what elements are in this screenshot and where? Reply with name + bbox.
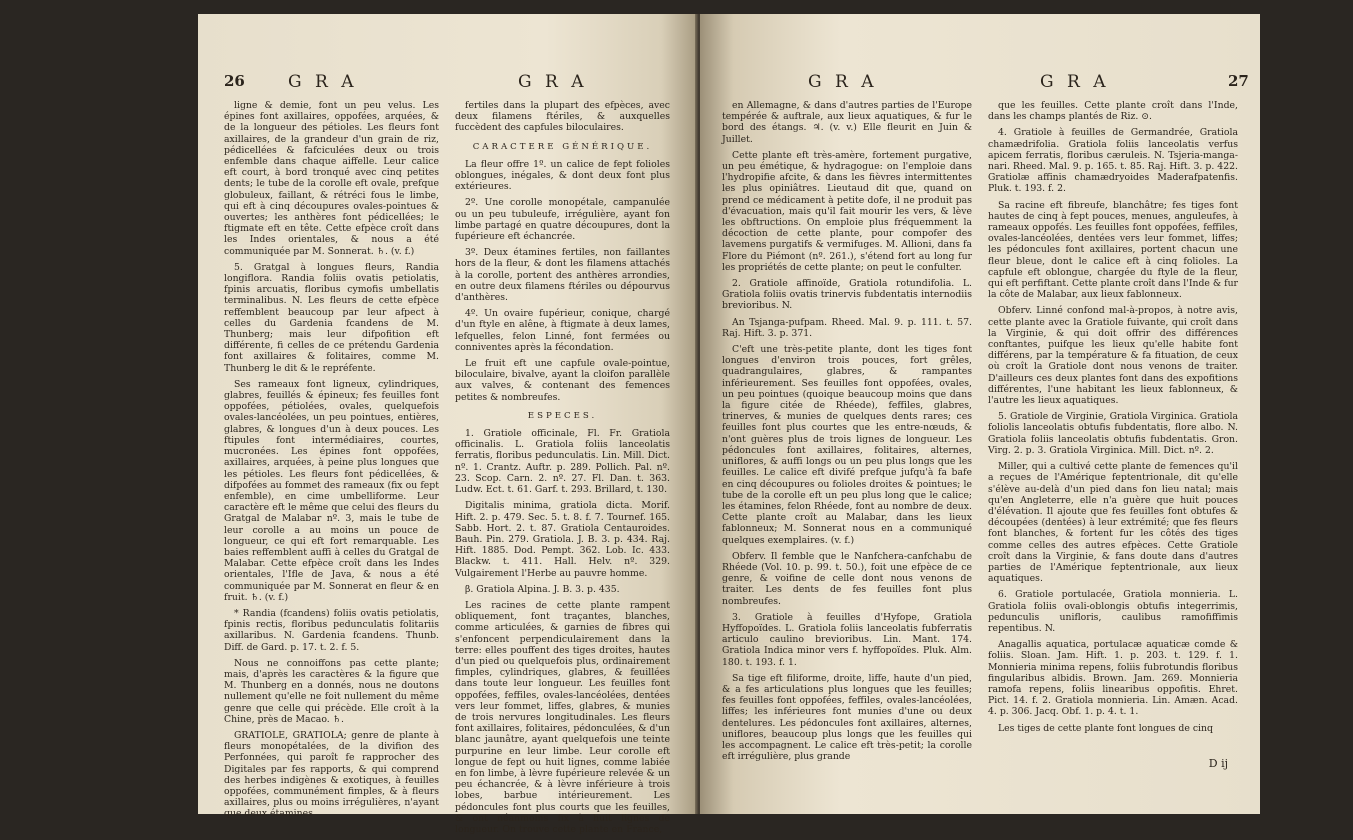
paragraph: Anagallis aquatica, portulacæ aquaticæ comde & foliis. Sloan. Jam. Hift. 1. p. 203. t. 129. f. 1. Monnieria minima repens, foliis fubrotundis floribus fingularibus albidis. Brown. Jam. 269. Monnieria ramofa repens, foliis linearibus oppofitis. Ehret. Pict. 14. f. 2. Gratiola monnieria. Lin. Amæn. Acad. 4. p. 306. Jacq. Obf. 1. p. 4. t. 1. <box>988 639 1238 718</box>
left-header-word-right: G R A <box>518 72 588 92</box>
paragraph: 6. Gratiole portulacée, Gratiola monnieria. L. Gratiola foliis ovali-oblongis obtufis integerrimis, pedunculis unifloris, caulibus ramofiffimis repentibus. N. <box>988 589 1238 634</box>
paragraph: Les racines de cette plante rampent obliquement, font traçantes, blanches, comme articulées, & garnies de fibres qui s'enfoncent perpendiculairement dans la terre: elles pouffent des tiges droites, hautes d'un pied ou quelquefois plus, ordinairement fimples, cylindriques, glabres, & feuillées dans toute leur longueur. Les feuilles font oppofées, feffiles, ovales-lancéolées, dentées vers leur fommet, liffes, glabres, & munies de trois nervures longitudinales. Les fleurs font axillaires, folitaires, pédonculées, & d'un blanc jaunâtre, ayant quelquefois une teinte purpurine en leur limbe. Leur corolle eft longue de fept ou huit lignes, comme labiée en fon limbe, à lèvre fupérieure relevée & un peu échancrée, & à lèvre inférieure à trois lobes, barbue intérieurement. Les pédoncules font plus courts que les feuilles, & ont néanmoins fix à huit lignes de longueur. On trouve cette plante en France, <box>455 599 670 835</box>
right-header-word: G R A <box>808 72 878 92</box>
paragraph: Les tiges de cette plante font longues de cinq <box>998 722 1213 734</box>
paragraph: An Tsjanga-pufpam. Rheed. Mal. 9. p. 111. t. 57. Raj. Hift. 3. p. 371. <box>722 316 972 339</box>
paragraph: C'eft une très-petite plante, dont les tiges font longues d'environ trois pouces, fort grêles, quadrangulaires, glabres, & rampantes inférieurement. Ses feuilles font oppofées, ovales, un peu pointues (quoique beaucoup moins que dans la figure citée de Rhéede), feffiles, glabres, trinerves, & munies de quelques dents rares; ces feuilles font plus courtes que les entre-nœuds, & n'ont guères plus de trois lignes de longueur. Les pédoncules font axillaires, folitaires, alternes, uniflores, & auffi longs ou un peu plus longs que les feuilles. Le calice eft divifé prefque jufqu'à fa bafe en cinq découpures ou folioles droites & pointues; le tube de la corolle eft un peu plus long que le calice; les étamines, felon Rhéede, font au nombre de deux. Cette plante croît au Malabar, dans les lieux fablonneux; M. Sonnerat nous en a communiqué quelques exemplaires. (v. f.) <box>722 344 972 546</box>
paragraph: 4º. Un ovaire fupérieur, conique, chargé d'un ftyle en alêne, à ftigmate à deux lames, lefquelles, felon Linné, font fermées ou conniventes après la fécondation. <box>455 308 670 353</box>
paragraph: que les feuilles. Cette plante croît dans l'Inde, dans les champs plantés de Riz. ⊙. <box>988 100 1238 123</box>
paragraph: Sa racine eft fibreufe, blanchâtre; fes tiges font hautes de cinq à fept pouces, menues, anguleufes, à rameaux oppofés. Les feuilles font oppofées, feffiles, ovales-lancéolées, dentées vers leur fommet, liffes; les pédoncules font axillaires, portent chacun une fleur bleue, dont le calice eft à cinq folioles. La capfule eft oblongue, chargée du ftyle de la fleur, qui eft perfiftant. Cette plante croît dans l'Inde & fur la côte de Malabar, aux lieux fablonneux. <box>988 199 1238 301</box>
paragraph: GRATIOLE, GRATIOLA; genre de plante à fleurs monopétalées, de la divifion des Perfonnées, qui paroît fe rapprocher des Digitales par fes rapports, & qui comprend des herbes indigènes & exotiques, à feuilles oppofées, communément fimples, & à fleurs axillaires, plus ou moins irrégulières, n'ayant que deux étamines <box>224 729 439 820</box>
paragraph: β. Gratiola Alpina. J. B. 3. p. 435. <box>465 583 620 595</box>
right-columns <box>722 100 1238 767</box>
paragraph: en Allemagne, & dans d'autres parties de l'Europe tempérée & auftrale, aux lieux aquatiques, & fur le bord des étangs. ♃. (v. v.) Elle fleurit en Juin & Juillet. <box>722 100 972 145</box>
paragraph: 3. Gratiole à feuilles d'Hyfope, Gratiola Hyffopoïdes. L. Gratiola foliis lanceolatis fubferratis articulo caulino brevioribus. Lin. Mant. 174. Gratiola Indica minor vers f. hyffopoïdes. Pluk. Alm. 180. t. 193. f. 1. <box>722 611 972 668</box>
paragraph: * Randia (fcandens) foliis ovatis petiolatis, fpinis rectis, floribus pedunculatis folitariis axillaribus. N. Gardenia fcandens. Thunb. Diff. de Gard. p. 17. t. 2. f. 5. <box>224 607 439 653</box>
paragraph: 5. Gratiole de Virginie, Gratiola Virginica. Gratiola foliolis lanceolatis obtufis fubdentatis, flore albo. N. Gratiola foliis lanceolatis obtufis fubdentatis. Gron. Virg. 2. p. 3. Gratiola Virginica. Mill. Dict. nº. 2. <box>988 411 1238 456</box>
paragraph: Obferv. Linné confond mal-à-propos, à notre avis, cette plante avec la Gratiole fuivante, qui croît dans la Virginie, & qui doit offrir des différences conftantes, puifque les lieux qu'elle habite font différens, par la température & fa fituation, de ceux où croît la Gratiole dont nous venons de traiter. D'ailleurs ces deux plantes font dans des expofitions différentes, l'une habitant les lieux fablonneux, & l'autre les lieux aquatiques. <box>988 305 1238 407</box>
paragraph: 5. Gratgal à longues fleurs, Randia longiflora. Randia foliis ovatis petiolatis, fpinis arcuatis, floribus cymofis umbellatis terminalibus. N. Les fleurs de cette efpèce reffemblent beaucoup par leur afpect à celles du Gardenia fcandens de M. Thunberg; mais leur difpofition eft différente, fi celles de ce prétendu Gardenia font axillaires & folitaires, comme M. Thunberg le dit & le repréfente. <box>224 261 439 374</box>
paragraph: 2º. Une corolle monopétale, campanulée ou un peu tubuleufe, irrégulière, ayant fon limbe partagé en quatre découpures, dont la fupérieure eft échancrée. <box>455 197 670 243</box>
paragraph: Miller, qui a cultivé cette plante de femences qu'il a reçues de l'Amérique feptentrionale, dit qu'elle s'élève au-delà d'un pied dans fon lieu natal; mais qu'en Angleterre, elle n'a guère que huit pouces d'élévation. Il ajoute que fes feuilles font obtufes & découpées (dentées) à leur extrémité; que fes fleurs font blanches, & fortent fur les côtés des tiges comme celles des autres efpèces. Cette Gratiole croît dans la Virginie, & fans doute dans d'autres parties de l'Amérique feptentrionale, aux lieux aquatiques. <box>988 461 1238 585</box>
paragraph: 2. Gratiole affinoïde, Gratiola rotundifolia. L. Gratiola foliis ovatis trinervis fubdentatis internodiis brevioribus. N. <box>722 278 972 312</box>
left-page-number: 26 <box>224 72 245 90</box>
paragraph: fertiles dans la plupart des efpèces, avec deux filamens ftériles, & auxquelles fuccèdent des capfules biloculaires. <box>455 100 670 134</box>
right-column-2 <box>988 100 1238 767</box>
paragraph: ligne & demie, font un peu velus. Les épines font axillaires, oppofées, arquées, & de la longueur des pétioles. Les fleurs font axillaires, de la grandeur d'un grain de riz, pédicellées & fafciculées deux ou trois enfemble dans chaque aiffelle. Leur calice eft court, à bord tronqué avec cinq petites dents; le tube de la corolle eft ovale, prefque globuleux, faillant, & rétréci fous le limbe, qui eft à cinq découpures ovales-pointues & ouvertes; les anthères font pédicellées; le ftigmate eft en tête. Cette efpèce croît dans les Indes orientales, & nous a été communiquée par M. Sonnerat. ♄. (v. f.) <box>224 100 439 257</box>
section-heading: ESPECES. <box>527 410 598 421</box>
paragraph: Cette plante eft très-amère, fortement purgative, un peu émétique, & hydragogue: on l'emploie dans l'hydropifie afcite, & dans les fièvres intermittentes les plus opiniâtres. Lieutaud dit que, quand on prend ce médicament à petite dofe, il ne produit pas d'évacuation, mais qu'il fait mourir les vers, & lève les obftructions. On emploie plus fréquemment la décoction de cette plante, pour compofer des lavemens purgatifs & vermifuges. M. Allioni, dans fa Flore du Piémont (nº. 261.), s'étend fort au long fur les propriétés de cette plante; on peut le confulter. <box>722 149 972 273</box>
paragraph: Sa tige eft filiforme, droite, liffe, haute d'un pied, & a fes articulations plus longues que les feuilles; fes feuilles font oppofées, feffiles, ovales-lancéolées, liffes; les inférieures font munies d'une ou deux dentelures. Les pédoncules font axillaires, alternes, uniflores, beaucoup plus longs que les feuilles qui les accompagnent. Le calice eft très-petit; la corolle eft irrégulière, plus grande <box>722 672 972 763</box>
right-page <box>700 14 1260 814</box>
right-column-1 <box>722 100 972 767</box>
left-running-head <box>198 72 696 94</box>
paragraph: 4. Gratiole à feuilles de Germandrée, Gratiola chamædrifolia. Gratiola foliis lanceolatis verfus apicem ferratis, floribus cæruleis. N. Tsjeria-manga-nari. Rheed. Mal. 9. p. 165. t. 85. Raj. Hift. 3. p. 422. Gratiolæ affinis chamædryoides Maderafpatenfis. Pluk. t. 193. f. 2. <box>988 127 1238 195</box>
paragraph: Nous ne connoiffons pas cette plante; mais, d'après les caractères & la figure que M. Thunberg en a donnés, nous ne doutons nullement qu'elle ne foit nullement du même genre que celle qui précède. Elle croît à la Chine, près de Macao. ♄. <box>224 657 439 725</box>
left-page <box>198 14 696 835</box>
paragraph: 3º. Deux étamines fertiles, non faillantes hors de la fleur, & dont les filamens attachés à la corolle, portent des anthères arrondies, en outre deux filamens ftériles ou dépourvus d'anthères. <box>455 247 670 304</box>
left-header-word: G R A <box>288 72 358 92</box>
paragraph: Obferv. Il femble que le Nanfchera-canfchabu de Rhéede (Vol. 10. p. 99. t. 50.), foit une efpèce de ce genre, & voifine de celle dont nous venons de traiter. Les dents de fes feuilles font plus nombreufes. <box>722 550 972 607</box>
section-heading: CARACTERE GÉNÉRIQUE. <box>472 141 653 152</box>
right-page-number: 27 <box>1228 72 1249 90</box>
paragraph: Ses rameaux font ligneux, cylindriques, glabres, feuillés & épineux; fes feuilles font oppofées, pétiolées, ovales, quelquefois ovales-lancéolées, un peu pointues, entières, glabres, & longues d'un à deux pouces. Les ftipules font intermédiaires, courtes, mucronées. Les épines font oppofées, axillaires, arquées, à peine plus longues que les pétioles. Les fleurs font pédicellées, & difpofées au fommet des rameaux (fix ou fept enfemble), en cime umbelliforme. Leur caractère eft le même que celui des fleurs du Gratgal de Malabar nº. 3, mais le tube de leur corolle a au moins un pouce de longueur, ce qui eft fort remarquable. Les baies reffemblent auffi à celles du Gratgal de Malabar. Cette efpèce croît dans les Indes orientales, l'Ifle de Java, & nous a été communiquée par M. Sonnerat en fleur & en fruit. ♄. (v. f.) <box>224 378 439 603</box>
left-column-2 <box>455 100 670 840</box>
right-running-head <box>700 72 1260 94</box>
right-header-word-right: G R A <box>1040 72 1110 92</box>
signature-mark: D ij <box>1208 757 1228 770</box>
paragraph: 1. Gratiole officinale, Fl. Fr. Gratiola officinalis. L. Gratiola foliis lanceolatis ferratis, floribus pedunculatis. Lin. Mill. Dict. nº. 1. Crantz. Auftr. p. 289. Pollich. Pal. nº. 23. Scop. Carn. 2. nº. 27. Fl. Dan. t. 363. Ludw. Ect. t. 61. Garf. t. 293. Brillard, t. 130. <box>455 428 670 496</box>
left-columns <box>224 100 670 840</box>
paragraph: La fleur offre 1º. un calice de fept folioles oblongues, inégales, & dont deux font plus extérieures. <box>455 158 670 193</box>
paragraph: Le fruit eft une capfule ovale-pointue, biloculaire, bivalve, ayant la cloifon parallèle aux valves, & contenant des femences petites & nombreufes. <box>455 358 670 403</box>
left-column-1 <box>224 100 439 840</box>
paragraph: Digitalis minima, gratiola dicta. Morif. Hift. 2. p. 479. Sec. 5. t. 8. f. 7. Tournef. 165. Sabb. Hort. 2. t. 87. Gratiola Centauroides. Bauh. Pin. 279. Gratiola. J. B. 3. p. 434. Raj. Hift. 1885. Dod. Pempt. 362. Lob. Ic. 433. Blackw. t. 411. Hall. Helv. nº. 329. Vulgairement l'Herbe au pauvre homme. <box>455 500 670 579</box>
